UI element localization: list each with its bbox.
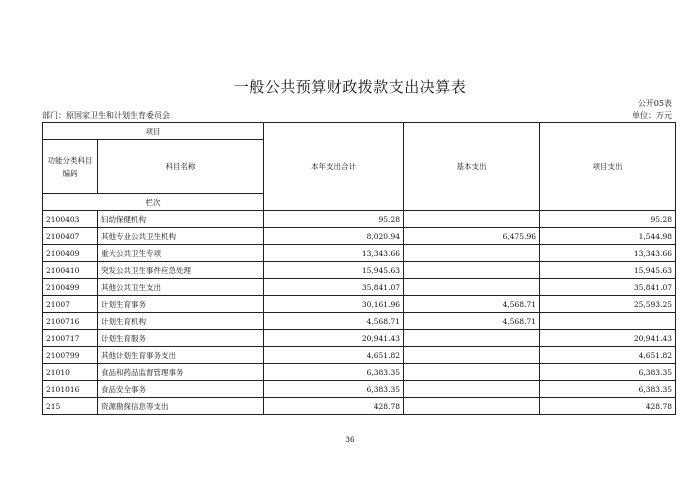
- row-name: 计划生育服务: [98, 330, 264, 347]
- row-item: 20,941.43: [540, 330, 676, 347]
- row-basic: [404, 330, 540, 347]
- row-name: 其他专业公共卫生机构: [98, 228, 264, 245]
- row-basic: [404, 279, 540, 296]
- row-basic: [404, 211, 540, 228]
- row-basic: [404, 398, 540, 415]
- table-row: [43, 262, 676, 279]
- header-name: 科目名称: [98, 140, 264, 194]
- row-item: 35,841.07: [540, 279, 676, 296]
- row-basic: [404, 347, 540, 364]
- department-label: 部门：原国家卫生和计划生育委员会: [42, 111, 170, 120]
- table-row: [43, 245, 676, 262]
- row-code: 2100407: [43, 228, 98, 245]
- row-code: 21007: [43, 296, 98, 313]
- header-col-label: 栏次: [43, 194, 264, 211]
- row-total: 95.28: [264, 211, 404, 228]
- row-basic: 4,568.71: [404, 313, 540, 330]
- table-row: [43, 381, 676, 398]
- table-row: [43, 279, 676, 296]
- header-row-project: [43, 123, 676, 140]
- row-name: 重大公共卫生专项: [98, 245, 264, 262]
- row-code: 2100716: [43, 313, 98, 330]
- table-row: [43, 330, 676, 347]
- row-name: 食品和药品监督管理事务: [98, 364, 264, 381]
- header-code: 功能分类科目编码: [43, 140, 98, 194]
- row-item: 6,383.35: [540, 364, 676, 381]
- row-name: 计划生育机构: [98, 313, 264, 330]
- row-item: 25,593.25: [540, 296, 676, 313]
- row-total: 20,941.43: [264, 330, 404, 347]
- row-total: 15,945.63: [264, 262, 404, 279]
- row-basic: 6,475.96: [404, 228, 540, 245]
- row-code: 215: [43, 398, 98, 415]
- row-item: 1,544.98: [540, 228, 676, 245]
- row-code: 2100410: [43, 262, 98, 279]
- row-name: 计划生育事务: [98, 296, 264, 313]
- row-item: 13,343.66: [540, 245, 676, 262]
- row-item: 6,383.35: [540, 381, 676, 398]
- header-project: 项目: [43, 123, 264, 140]
- row-code: 2100409: [43, 245, 98, 262]
- expenditure-table: [42, 122, 676, 415]
- row-total: 8,020.94: [264, 228, 404, 245]
- row-basic: [404, 364, 540, 381]
- form-number: 公开05表: [637, 99, 672, 108]
- row-name: 突发公共卫生事件应急处理: [98, 262, 264, 279]
- unit-label: 单位：万元: [632, 111, 672, 120]
- row-code: 2100799: [43, 347, 98, 364]
- row-total: 13,343.66: [264, 245, 404, 262]
- table-row: [43, 364, 676, 381]
- page-number: 36: [345, 436, 355, 444]
- row-item: 15,945.63: [540, 262, 676, 279]
- row-code: 21010: [43, 364, 98, 381]
- row-basic: [404, 262, 540, 279]
- row-name: 其他公共卫生支出: [98, 279, 264, 296]
- row-total: 428.78: [264, 398, 404, 415]
- row-item: 95.28: [540, 211, 676, 228]
- row-item: 4,651.82: [540, 347, 676, 364]
- table-row: [43, 211, 676, 228]
- table-row: [43, 296, 676, 313]
- header-item: 项目支出: [540, 123, 676, 211]
- row-total: 4,651.82: [264, 347, 404, 364]
- row-basic: [404, 245, 540, 262]
- header-total: 本年支出合计: [264, 123, 404, 211]
- row-name: 妇幼保健机构: [98, 211, 264, 228]
- row-basic: 4,568.71: [404, 296, 540, 313]
- row-code: 2101016: [43, 381, 98, 398]
- row-name: 资源勘探信息等支出: [98, 398, 264, 415]
- row-total: 30,161.96: [264, 296, 404, 313]
- row-total: 4,568.71: [264, 313, 404, 330]
- table-row: [43, 228, 676, 245]
- row-name: 食品安全事务: [98, 381, 264, 398]
- table-row: [43, 347, 676, 364]
- row-name: 其他计划生育事务支出: [98, 347, 264, 364]
- page-title: 一般公共预算财政拨款支出决算表: [233, 78, 467, 96]
- header-basic: 基本支出: [404, 123, 540, 211]
- row-total: 6,383.35: [264, 364, 404, 381]
- row-code: 2100717: [43, 330, 98, 347]
- row-code: 2100403: [43, 211, 98, 228]
- table-row: [43, 313, 676, 330]
- table-row: [43, 398, 676, 415]
- row-basic: [404, 381, 540, 398]
- row-code: 2100499: [43, 279, 98, 296]
- row-item: [540, 313, 676, 330]
- row-total: 6,383.35: [264, 381, 404, 398]
- row-item: 428.78: [540, 398, 676, 415]
- row-total: 35,841.07: [264, 279, 404, 296]
